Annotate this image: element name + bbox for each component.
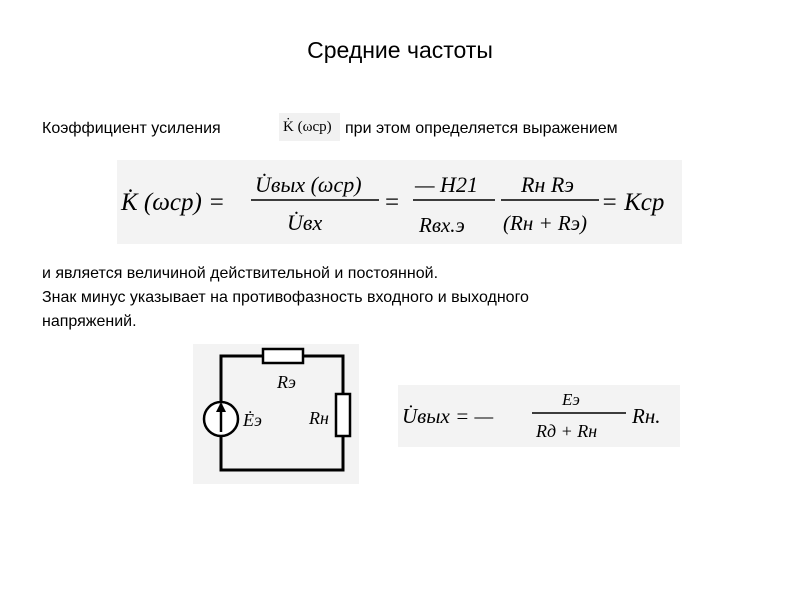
formula-frac2-num: Rн Rэ — [521, 172, 574, 197]
source-label: Ėэ — [243, 410, 262, 430]
formula-h21-num: — H21 — [415, 172, 478, 197]
formula-frac1-num: U̇вых (ωср) — [255, 172, 362, 197]
resistor-right-icon — [336, 394, 350, 436]
formula-eq2: = — [385, 189, 400, 216]
output-voltage-formula — [398, 385, 680, 447]
resistor-top-label: Rэ — [277, 372, 296, 392]
intro-text-after: при этом определяется выражением — [345, 120, 618, 137]
inline-formula-k: K̇ (ωср) — [279, 113, 340, 141]
formula-rhs: = Kср — [601, 189, 665, 216]
body-line-1: и является величиной действительной и постоянной. — [42, 265, 439, 282]
body-line-3: напряжений. — [42, 313, 137, 330]
out-formula-den: Rд + Rн — [536, 421, 598, 441]
out-formula-num: Eэ — [562, 390, 580, 409]
formula-frac1-den: U̇вх — [287, 210, 323, 235]
out-formula-lhs: U̇вых = — — [402, 404, 494, 428]
formula-frac2-den: (Rн + Rэ) — [503, 211, 587, 235]
resistor-top-icon — [263, 349, 303, 363]
resistor-right-label: Rн — [309, 408, 329, 428]
intro-text-before: Коэффициент усиления — [42, 120, 221, 137]
circuit-diagram — [193, 344, 359, 484]
slide-title: Средние частоты — [307, 37, 493, 63]
gain-formula — [117, 160, 682, 244]
body-text — [42, 262, 682, 334]
formula-lhs: K̇ (ωср) = — [121, 189, 225, 216]
body-line-2: Знак минус указывает на противофазность входного и выходного — [42, 289, 529, 306]
out-formula-rhs: Rн. — [632, 404, 661, 428]
formula-h21-den: Rвх.э — [419, 213, 465, 237]
